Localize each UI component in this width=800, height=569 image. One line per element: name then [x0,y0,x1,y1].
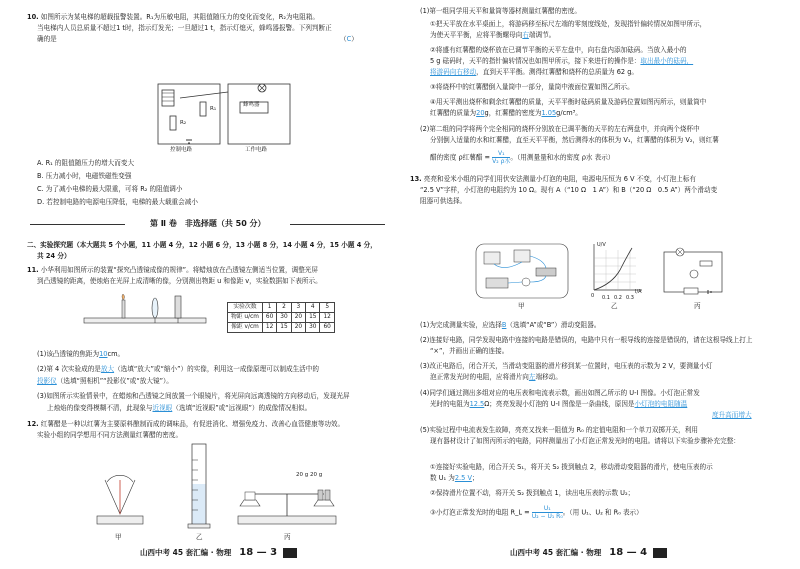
q13-step-1b-end: ； [471,474,479,482]
q11-s1-text: (1)该凸透镜的焦距为 [37,350,100,358]
q11-sub-3: (3)如图所示实验情景中，在蜡烛和凸透镜之间放置一个眼镜片，将光屏向远离透镜的方向移动后，发现光屏 [37,392,350,400]
q10-text-1: 如图所示为某电梯的超载报警装置。R₁为压敏电阻，其阻值随压力的变化而变化，R₂为电阻箱。 [40,13,319,21]
q13-step-1b-text: 数 U₁ 为 [430,474,455,482]
q11-s2-text: (2)第 4 次实验成的是 [37,365,101,373]
table-cell: 20 [291,313,305,323]
q10-line-1 [27,12,319,23]
q13-answer-4b: 度升高而增大 [712,411,752,419]
table-cell: 20 [291,323,305,333]
q11-sub-2 [37,364,319,375]
q13-sub-5: (5)实验过程中电流表发生故障，亮亮又找来一阻值为 R₀ 的定值电阻和一个单刀双掷开关，利用 [420,426,698,434]
q12-step-1: ①把天平放在水平桌面上，将游码移至标尺左端的零刻度线处，发现指针偏转情况如图甲所示， [430,20,707,28]
publisher-logo-icon [653,548,667,558]
q12-density-note: 。（用测量量和水的密度 ρ水 表示） [510,153,615,162]
q13-answer-3: 12.5 [469,400,485,408]
q13-s4-mid: Ω；亮亮发现小灯泡的 U-I 图像是一条曲线，原因是 [484,400,635,408]
table-cell: 15 [277,323,291,333]
table-cell: 12 [320,313,334,323]
figure-label-bing: 丙 [284,533,291,541]
q11-s2-text-c: （选填“照相机”“投影仪”或“放大镜”）。 [56,377,173,385]
q12-part-2c [430,150,614,165]
q13-sub-1 [420,320,600,331]
q13-step-2: ②保持滑片位置不动，将开关 S₂ 拨到触点 1，读出电压表的示数 U₂； [430,489,635,497]
q12-density-label: 醋的密度 ρ红薯醋 = [430,153,491,162]
footer-page-number: 18 — 4 [609,547,648,559]
q13-answer-4: 小灯泡的电阻随温 [634,400,688,408]
experiment-data-table [227,302,335,333]
q13-step-1b [430,473,479,484]
table-cell: 1 [262,303,276,313]
q13-sub-2b: “×”，并画出正确的连接。 [430,347,509,355]
q12-answer-1: 右 [522,31,529,39]
q13-sub-2: (2)连接好电路，同学发现电路中连接的电路是错误的，电路中只有一根导线的连接是错误的，请在这根导线上打上 [420,336,753,344]
q10-option-b: B. 压力减小时，电磁铁磁性变强 [37,172,132,180]
section-title: 第 Ⅱ 卷 非选择题（共 50 分） [150,219,266,228]
q13-step-3-text: ③小灯泡正常发光时的电阻 R_L = [430,508,530,517]
q11-s3-text-b: 上烛焰的像变得模糊不清，此现象与 [47,404,153,412]
table-cell: 像距 v/cm [228,323,263,333]
right-page [400,0,800,569]
q12-step-1b [430,30,555,41]
work-circuit-label: 工作电路 [245,147,268,153]
q11-number: 11. [27,266,39,274]
q13-text-1: 亮亮和爱米小组的同学们用伏安法测量小灯泡的电阻，电源电压恒为 6 V 不变，小灯泡上标有 [423,175,696,183]
q12-step-2c [430,67,638,78]
q11-sub-2b [37,376,173,387]
q13-answer-1: B [501,321,507,329]
q13-figure-label-jia: 甲 [518,302,525,310]
q13-s3-text: 泡正常发光时的电阻，应将滑片向 [430,373,529,381]
circuit-electromagnet [162,90,174,106]
q11-s3-text-c: （选填“近视眼”或“远视眼”）的成像情况相似。 [172,404,312,412]
q13-number: 13. [410,175,422,183]
fraction-numerator: U₁ [532,505,563,513]
q12-answer-2: 取出最小的砝码， [640,57,694,65]
graph-tick-2: 0.2 [614,295,622,301]
q10-option-c: C. 为了减小电梯的最大限重，可将 R₂ 的阻值调小 [37,185,183,193]
q12-step-1b-end: 端调节。 [528,31,556,39]
q12-text-1: 红薯醋是一种以红薯为主要原料酿制而成的调味品，有促进消化、增强免疫力、改善心血管健康等功效。 [40,420,345,428]
q13-s1-text: (1)为完成测量实验，应选择 [420,321,502,329]
q10-number: 10. [27,13,39,21]
q12-step-1b-text: 为使天平平衡，应将平衡螺母向 [430,31,523,39]
table-cell: 3 [291,303,305,313]
q10-answer: （C） [340,35,358,43]
q13-answer-2: 左 [528,373,536,381]
weights-label: 20 g 20 g [296,472,323,478]
q12-line-1 [27,419,344,430]
q10-option-d: D. 若控制电路的电源电压降低，电梯的最大载重会减小 [37,198,198,206]
table-cell: 15 [306,313,320,323]
section-rule-left [30,224,125,225]
graph-origin: 0 [591,293,595,299]
q12-part-1: (1)第一组同学用天平和量筒等器材测量红薯醋的密度。 [420,7,581,15]
left-footer [140,548,297,559]
control-circuit-label: 控制电路 [170,147,193,153]
table-row [228,313,335,323]
circuit-schematic [660,244,726,298]
figure-label-yi: 乙 [196,533,203,541]
r1-label: R₁ [210,106,217,112]
table-row [228,323,335,333]
fraction-numerator: V₁ [492,150,510,158]
table-cell: 实验次数 [228,303,263,313]
footer-page-number: 18 — 3 [239,547,278,559]
footer-title: 山西中考 45 套汇编 · 物理 [140,548,232,558]
q13-text-2: “2.5 V”字样，小灯泡的电阻约为 10 Ω。现有 A（“10 Ω 1 A”）和 B（“20 Ω 0.5 A”）两个滑动变 [420,186,718,194]
q12-step-3: ③将烧杯中的红薯醋倒入量筒中一部分，量筒中液面位置如图乙所示。 [430,83,634,91]
publisher-logo-icon [283,548,297,558]
q13-text-3: 阻器可供选择。 [420,197,467,205]
section-heading-2: 共 24 分） [37,252,71,260]
q12-text-2: 实验小组的同学想用不同方法测量红薯醋的密度。 [37,431,183,439]
q12-answer-4: 1.05 [541,109,557,117]
q12-step-2b [430,56,693,67]
circuit-photo-diagram [474,242,570,300]
q13-step-3 [430,505,643,520]
table-cell: 60 [262,313,276,323]
q12-step-4b-text: 红薯醋的质量为 [430,109,477,117]
q13-figure-label-bing: 丙 [694,302,701,310]
ui-curve [594,248,632,290]
q13-sub-3b [430,372,562,383]
q13-figure-label-yi: 乙 [611,302,618,310]
table-cell: 60 [320,323,334,333]
table-cell: 30 [306,323,320,333]
measuring-cylinder-diagram [186,440,212,532]
q13-answer-5: 2.5 V [454,474,472,482]
table-cell: 12 [262,323,276,333]
q13-s1-end: （选填“A”或“B”）滑动变阻器。 [506,321,601,329]
table-cell: 5 [320,303,334,313]
figure-label-jia: 甲 [115,533,122,541]
q12-step-4b-mid: g，红薯醋的密度为 [484,109,542,117]
q12-number: 12. [27,420,39,428]
q11-answer-3: 投影仪 [37,377,57,385]
q13-sub-4: (4)同学们通过测出多组对应的电压表和电流表示数，画出如图乙所示的 U-I 图像。小灯泡正常发 [420,389,700,397]
q12-answer-2b: 将游码向右移动 [430,68,477,76]
q12-step-2b-text: 5 g 砝码时，天平的指针偏转情况也如图甲所示，接下来进行的操作是： [430,57,641,65]
q11-line-1 [27,265,318,276]
circuit-r2-resistor [170,116,176,130]
buzzer-label: 蜂鸣器 [243,102,260,108]
table-cell: 30 [277,313,291,323]
q11-answer-1: 10 [99,350,108,358]
q11-text-2: 到凸透镜的距离，使烛焰在光屏上成清晰的像，分别测出物距 u 和像距 v，实验数据如下表所示。 [37,277,322,285]
r2-label: R₂ [180,120,187,126]
q12-density-fraction [492,150,510,165]
q13-sub-4c [712,410,752,421]
q13-resistance-fraction [532,505,563,520]
optical-bench-diagram [80,292,210,334]
right-footer [510,548,667,559]
q12-step-2c-text: ，直到天平平衡。测得红薯醋和烧杯的总质量为 62 g。 [476,68,638,76]
q13-step-3-note: 。（用 U₁、U₂ 和 R₀ 表示） [562,508,643,517]
graph-tick-3: 0.3 [626,295,634,301]
q12-part-2b: 分别倒入适量的水和红薯醋，直至天平平衡，然后测得水的体积为 V₁，红薯醋的体积为 V₂，则红薯 [430,136,719,144]
q10-text-2: 当电梯内人员总质量不超过1 t时，指示灯发光；一旦超过1 t，指示灯熄灭，蜂鸣器报警。下列判断正 [37,24,332,32]
q13-s4-text: 光时的电阻为 [430,400,470,408]
q11-text-1: 小华利用如图所示的装置“探究凸透镜成像的规律”。将蜡烛放在凸透镜左侧适当位置，调整光屏 [40,266,318,274]
q12-step-4b-unit: g/cm³。 [556,109,582,117]
footer-title: 山西中考 45 套汇编 · 物理 [510,548,602,558]
q10-answer-value: C [346,35,352,43]
q13-sub-4b [430,399,687,410]
q12-answer-3: 20 [476,109,485,117]
table-row [228,303,335,313]
table-cell: 2 [277,303,291,313]
q11-s2-text-b: （选填“放大”或“缩小”）的实像，利用这一成像原理可以制成生活中的 [114,365,319,373]
circuit-work-box [228,84,290,144]
q13-s3-end: 端移动。 [535,373,562,381]
balance-with-weights-diagram [232,478,342,530]
q12-step-4: ④用天平测出烧杯和剩余红薯醋的质量，天平平衡时砝码质量及游码位置如图丙所示，则量筒中 [430,98,707,106]
q13-sub-5b: 现有器材设计了如图丙所示的电路，同样测量出了小灯泡正常发光时的电阻。请将以下实验步骤补充完整： [430,437,740,445]
circuit-r1-resistor [200,102,206,116]
q12-step-4b [430,108,582,119]
q10-text-3: 确的是 [37,35,57,43]
section-rule-right [290,224,385,225]
q11-answer-4: 近视眼 [152,404,173,412]
q12-part-2: (2)第二组的同学将两个完全相同的烧杯分别放在已调平衡的天平的左右两盘中，并向两个烧杯中 [420,125,700,133]
section-heading-1: 二、实验探究题（本大题共 5 个小题，11 小题 4 分，12 小题 6 分，13 小题 8 分，14 小题 4 分，15 小题 4 分， [27,241,377,249]
fraction-denominator: V₂ ρ水 [492,158,511,165]
q11-answer-2: 放大 [100,365,115,373]
q12-step-2: ②将盛有红薯醋的烧杯放在已调节平衡的天平左盘中，向右盘内添加砝码。当放入最小的 [430,46,687,54]
q13-step-1: ①连接好实验电路，闭合开关 S₁，将开关 S₂ 拨到触点 2，移动滑动变阻器的滑片，使电压表的示 [430,463,713,471]
fraction-denominator: U₂ − U₁ R₀ [531,513,563,520]
table-cell: 物距 u/cm [228,313,263,323]
q11-sub-1 [37,349,124,360]
table-cell: 4 [306,303,320,313]
q13-line-1 [410,174,696,185]
graph-xlabel: I/A [635,289,642,295]
balance-scale-diagram [85,470,155,530]
q13-sub-3: (3)改正电路后，闭合开关，当滑动变阻器的滑片移到某一位置时，电压表的示数为 2 V，要测量小灯 [420,362,713,370]
q10-option-a: A. R₁ 的阻值随压力的增大而变大 [37,159,135,167]
graph-tick-1: 0.1 [602,295,610,301]
graph-ylabel: U/V [597,242,606,248]
q11-sub-3b [47,403,311,414]
q11-s1-unit: cm。 [107,350,125,358]
